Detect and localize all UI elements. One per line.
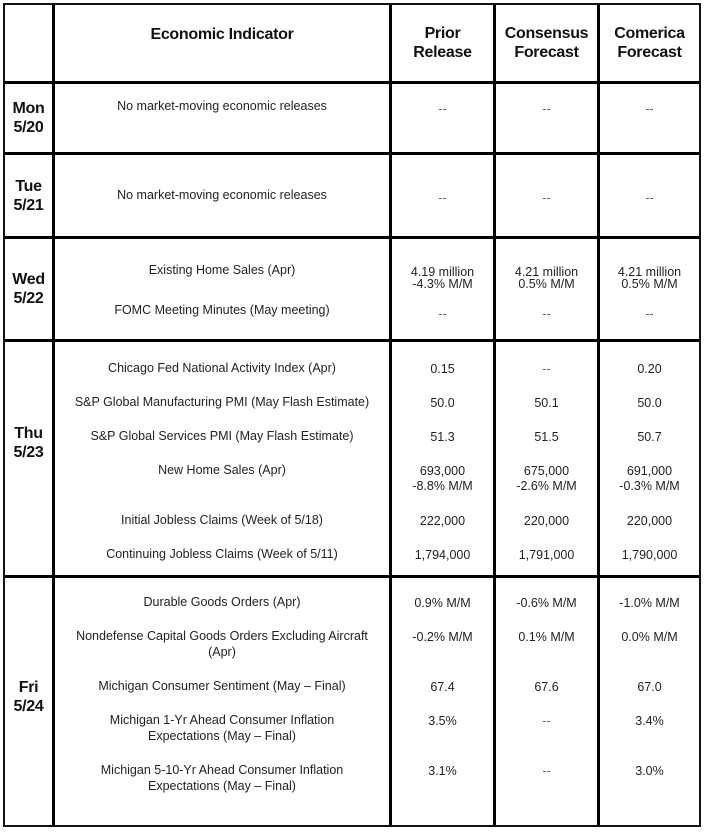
header-comerica-line2: Forecast (617, 44, 682, 61)
fri-indicator-4-b: Expectations (May – Final) (148, 779, 296, 793)
fri-prior-4: 3.1% (428, 764, 457, 778)
wed-comerica-1: -- (645, 307, 654, 321)
wed-prior-cell (392, 239, 493, 339)
fri-indicator-3-b: Expectations (May – Final) (148, 729, 296, 743)
fri-prior-cell (392, 578, 493, 825)
fri-consensus-0: -0.6% M/M (516, 596, 577, 610)
thu-comerica-3-a: 691,000 (626, 464, 673, 478)
day-fri-date: 5/24 (13, 698, 44, 715)
thu-prior-4: 222,000 (419, 514, 466, 528)
wed-consensus-1: -- (542, 307, 551, 321)
fri-prior-3: 3.5% (428, 714, 457, 728)
thu-prior-3-b: -8.8% M/M (412, 479, 473, 493)
mon-indicator: No market-moving economic releases (117, 99, 327, 113)
day-wed-dow: Wed (12, 271, 45, 288)
day-wed-date: 5/22 (13, 290, 44, 307)
mon-comerica-cell (600, 84, 699, 152)
fri-prior-2: 67.4 (430, 680, 455, 694)
mon-prior-cell (392, 84, 493, 152)
fri-indicator-3-a: Michigan 1-Yr Ahead Consumer Inflation (109, 713, 335, 727)
header-indicator-label: Economic Indicator (150, 25, 294, 43)
mon-consensus: -- (542, 102, 551, 116)
wed-prior-1: -- (438, 307, 447, 321)
day-tue-dow: Tue (15, 177, 42, 195)
thu-comerica-3-b: -0.3% M/M (619, 479, 680, 493)
thu-indicator-5: Continuing Jobless Claims (Week of 5/11) (106, 547, 338, 561)
thu-indicator-1: S&P Global Manufacturing PMI (May Flash Estimate) (74, 395, 370, 409)
fri-consensus-4: -- (542, 764, 551, 778)
wed-comerica-0-b: 0.5% M/M (621, 277, 678, 291)
fri-comerica-4: 3.0% (635, 764, 664, 778)
thu-consensus-cell (496, 342, 597, 575)
day-tue-date: 5/21 (13, 196, 44, 214)
calendar-table (3, 3, 701, 827)
thu-consensus-0: -- (542, 362, 551, 376)
thu-prior-5: 1,794,000 (414, 548, 471, 562)
wed-indicator-cell (55, 239, 389, 339)
day-mon (5, 84, 52, 152)
header-indicator (55, 5, 389, 81)
thu-comerica-5: 1,790,000 (621, 548, 678, 562)
fri-comerica-0: -1.0% M/M (619, 596, 680, 610)
mon-consensus-cell (496, 84, 597, 152)
tue-consensus: -- (542, 191, 551, 205)
header-consensus (496, 5, 597, 81)
thu-indicator-3: New Home Sales (Apr) (158, 463, 286, 477)
fri-prior-0: 0.9% M/M (414, 596, 471, 610)
thu-consensus-1: 50.1 (534, 396, 559, 410)
fri-prior-1: -0.2% M/M (412, 630, 473, 644)
fri-consensus-2: 67.6 (534, 680, 559, 694)
tue-indicator: No market-moving economic releases (117, 188, 327, 202)
thu-comerica-cell (600, 342, 699, 575)
mon-indicator-cell (55, 84, 389, 152)
thu-prior-cell (392, 342, 493, 575)
thu-consensus-2: 51.5 (534, 430, 559, 444)
tue-prior: -- (438, 191, 447, 205)
thu-indicator-4: Initial Jobless Claims (Week of 5/18) (121, 513, 323, 527)
thu-indicator-2: S&P Global Services PMI (May Flash Estimate) (90, 429, 354, 443)
day-tue (5, 155, 52, 236)
day-fri (5, 578, 52, 825)
wed-comerica-cell (600, 239, 699, 339)
fri-consensus-3: -- (542, 714, 551, 728)
thu-comerica-0: 0.20 (637, 362, 662, 376)
thu-consensus-5: 1,791,000 (518, 548, 575, 562)
tue-comerica-cell (600, 155, 699, 236)
header-comerica-line1: Comerica (614, 25, 685, 42)
thu-consensus-3-b: -2.6% M/M (516, 479, 577, 493)
header-corner (5, 5, 52, 81)
fri-indicator-2: Michigan Consumer Sentiment (May – Final) (98, 679, 346, 693)
thu-comerica-4: 220,000 (626, 514, 673, 528)
fri-indicator-1-b: (Apr) (208, 645, 236, 659)
header-comerica (600, 5, 699, 81)
thu-comerica-2: 50.7 (637, 430, 662, 444)
fri-comerica-2: 67.0 (637, 680, 662, 694)
day-thu-dow: Thu (14, 425, 43, 442)
thu-prior-3-a: 693,000 (419, 464, 466, 478)
day-wed (5, 239, 52, 339)
thu-prior-1: 50.0 (430, 396, 455, 410)
fri-consensus-cell (496, 578, 597, 825)
thu-indicator-0: Chicago Fed National Activity Index (Apr) (108, 361, 336, 375)
tue-comerica: -- (645, 191, 654, 205)
fri-indicator-0: Durable Goods Orders (Apr) (143, 595, 301, 609)
day-mon-dow: Mon (12, 100, 45, 117)
mon-comerica: -- (645, 102, 654, 116)
fri-consensus-1: 0.1% M/M (518, 630, 575, 644)
day-thu (5, 342, 52, 575)
wed-consensus-cell (496, 239, 597, 339)
wed-indicator-0: Existing Home Sales (Apr) (148, 263, 296, 277)
thu-prior-2: 51.3 (430, 430, 455, 444)
fri-indicator-cell (55, 578, 389, 825)
mon-prior: -- (438, 102, 447, 116)
fri-comerica-cell (600, 578, 699, 825)
tue-prior-cell (392, 155, 493, 236)
header-consensus-line2: Forecast (514, 44, 579, 61)
day-thu-date: 5/23 (13, 444, 44, 461)
header-consensus-line1: Consensus (504, 25, 589, 42)
wed-prior-0-a: 4.19 million (410, 265, 475, 279)
fri-indicator-1-a: Nondefense Capital Goods Orders Excluding Aircraft (76, 629, 368, 643)
thu-indicator-cell (55, 342, 389, 575)
fri-indicator-4-a: Michigan 5-10-Yr Ahead Consumer Inflation (100, 763, 344, 777)
thu-consensus-3-a: 675,000 (523, 464, 570, 478)
tue-indicator-cell (55, 155, 389, 236)
thu-prior-0: 0.15 (430, 362, 455, 376)
header-prior (392, 5, 493, 81)
thu-comerica-1: 50.0 (637, 396, 662, 410)
wed-consensus-0-b: 0.5% M/M (518, 277, 575, 291)
wed-indicator-1: FOMC Meeting Minutes (May meeting) (114, 303, 330, 317)
fri-comerica-3: 3.4% (635, 714, 664, 728)
header-prior-line1: Prior (424, 25, 461, 42)
fri-comerica-1: 0.0% M/M (621, 630, 678, 644)
tue-consensus-cell (496, 155, 597, 236)
thu-consensus-4: 220,000 (523, 514, 570, 528)
day-fri-dow: Fri (18, 679, 39, 696)
day-mon-date: 5/20 (13, 119, 44, 136)
wed-prior-0-b: -4.3% M/M (412, 277, 473, 291)
wed-comerica-0-a: 4.21 million (617, 265, 682, 279)
wed-consensus-0-a: 4.21 million (514, 265, 579, 279)
header-prior-line2: Release (413, 44, 472, 61)
